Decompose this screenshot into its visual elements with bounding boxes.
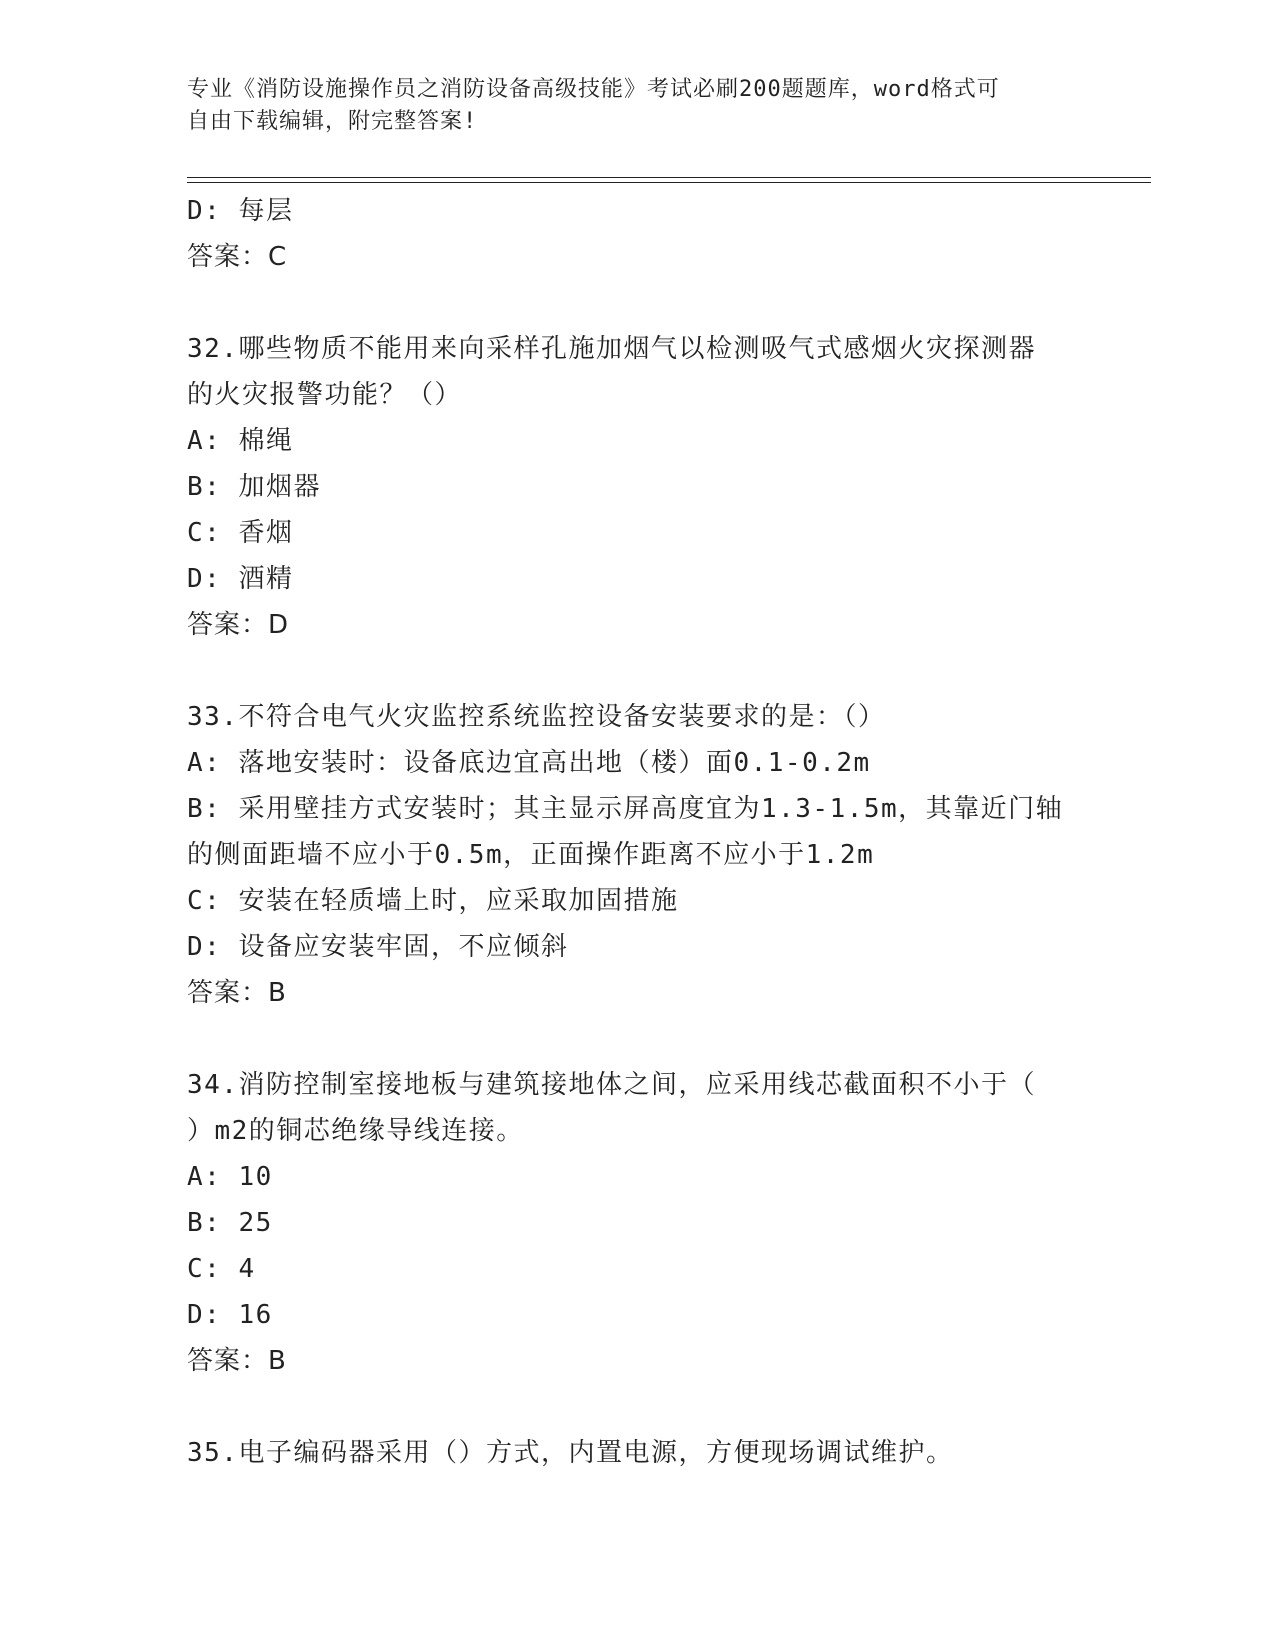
question-33: [187, 694, 1087, 1016]
option-d: D: 酒精: [187, 564, 294, 594]
option-a: A: 10: [187, 1162, 273, 1192]
question-35: [187, 1430, 1087, 1476]
option-c: C: 安装在轻质墙上时，应采取加固措施: [187, 886, 679, 916]
option-c: C: 香烟: [187, 518, 294, 548]
option-b: B: 加烟器: [187, 472, 321, 502]
answer: 答案：D: [187, 610, 290, 640]
question-stem-line: ）m2的铜芯绝缘导线连接。: [187, 1116, 524, 1146]
option-b: B: 采用壁挂方式安装时；其主显示屏高度宜为1.3-1.5m，其靠近门轴: [187, 794, 1064, 824]
question-32: [187, 326, 1087, 648]
option-b: B: 25: [187, 1208, 273, 1238]
option-d: D: 设备应安装牢固，不应倾斜: [187, 932, 569, 962]
question-list: [187, 188, 1087, 1476]
option-c: C: 4: [187, 1254, 256, 1284]
carryover-option-d: D: 每层: [187, 196, 294, 226]
header-line-1: 专业《消防设施操作员之消防设备高级技能》考试必刷200题题库，word格式可: [187, 77, 1000, 102]
question-stem-line: 35.电子编码器采用（）方式，内置电源，方便现场调试维护。: [187, 1438, 954, 1468]
page-header: [187, 74, 1067, 138]
spacer: [187, 1016, 1087, 1062]
option-a: A: 棉绳: [187, 426, 294, 456]
spacer: [187, 648, 1087, 694]
option-a: A: 落地安装时：设备底边宜高出地（楼）面0.1-0.2m: [187, 748, 871, 778]
option-b-continued: 的侧面距墙不应小于0.5m，正面操作距离不应小于1.2m: [187, 840, 875, 870]
question-stem-line: 33.不符合电气火灾监控系统监控设备安装要求的是：（）: [187, 702, 886, 732]
carryover-answer: 答案：C: [187, 242, 288, 272]
question-stem-line: 34.消防控制室接地板与建筑接地体之间，应采用线芯截面积不小于（: [187, 1070, 1036, 1100]
question-stem-line: 32.哪些物质不能用来向采样孔施加烟气以检测吸气式感烟火灾探测器: [187, 334, 1036, 364]
header-line-2: 自由下载编辑，附完整答案!: [187, 109, 478, 134]
option-d: D: 16: [187, 1300, 273, 1330]
answer: 答案：B: [187, 978, 287, 1008]
header-divider-bottom: [187, 182, 1151, 183]
answer: 答案：B: [187, 1346, 287, 1376]
spacer: [187, 1384, 1087, 1430]
question-34: [187, 1062, 1087, 1384]
question-stem-line: 的火灾报警功能？（）: [187, 380, 463, 410]
spacer: [187, 280, 1087, 326]
header-divider-top: [187, 177, 1151, 178]
